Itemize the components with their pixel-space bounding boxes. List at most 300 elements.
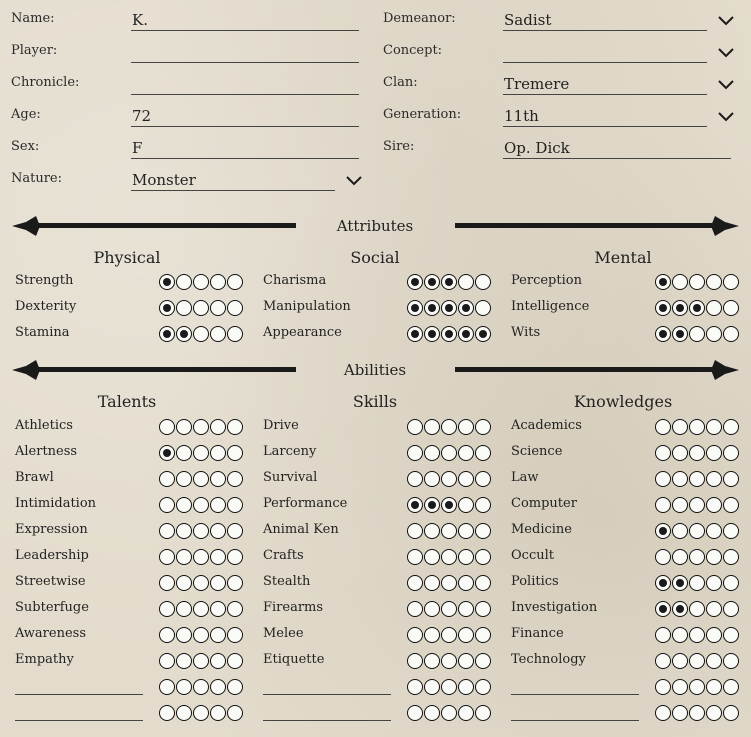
custom-trait-input[interactable] xyxy=(263,694,391,695)
trait-dot[interactable] xyxy=(210,497,226,513)
trait-dot[interactable] xyxy=(723,445,739,461)
trait-dot[interactable] xyxy=(227,705,243,721)
trait-dot[interactable] xyxy=(475,326,491,342)
trait-dot[interactable] xyxy=(706,705,722,721)
column-title: Mental xyxy=(594,248,652,267)
trait-dot[interactable] xyxy=(689,653,705,669)
trait-dots-rating xyxy=(407,653,491,669)
custom-trait-input[interactable] xyxy=(511,694,639,695)
trait-dot[interactable] xyxy=(689,300,705,316)
trait-dot[interactable] xyxy=(655,497,671,513)
trait-dot[interactable] xyxy=(458,274,474,290)
trait-dot[interactable] xyxy=(227,523,243,539)
trait-dot[interactable] xyxy=(655,575,671,591)
trait-dot[interactable] xyxy=(475,653,491,669)
trait-dot[interactable] xyxy=(723,326,739,342)
custom-trait-input[interactable] xyxy=(15,720,143,721)
trait-name: Drive xyxy=(263,418,299,433)
field-value-input[interactable]: Tremere xyxy=(503,73,707,95)
trait-dot[interactable] xyxy=(706,274,722,290)
trait-dot[interactable] xyxy=(424,419,440,435)
trait-dot[interactable] xyxy=(706,575,722,591)
trait-dot[interactable] xyxy=(176,549,192,565)
trait-dots-rating xyxy=(159,549,243,565)
trait-dots-rating xyxy=(655,497,739,513)
trait-dot[interactable] xyxy=(176,523,192,539)
trait-dot[interactable] xyxy=(458,653,474,669)
trait-dot[interactable] xyxy=(407,627,423,643)
trait-dot[interactable] xyxy=(672,653,688,669)
trait-dot[interactable] xyxy=(407,653,423,669)
trait-dot[interactable] xyxy=(475,274,491,290)
trait-dot[interactable] xyxy=(723,627,739,643)
trait-dot[interactable] xyxy=(475,627,491,643)
trait-dot[interactable] xyxy=(706,497,722,513)
trait-dot[interactable] xyxy=(176,419,192,435)
trait-dot[interactable] xyxy=(655,601,671,617)
trait-dots-rating xyxy=(655,419,739,435)
trait-dot[interactable] xyxy=(424,300,440,316)
field-value-input[interactable] xyxy=(503,41,707,63)
trait-dots-rating xyxy=(407,274,491,290)
trait-dot[interactable] xyxy=(159,326,175,342)
trait-dot[interactable] xyxy=(424,497,440,513)
trait-dots-rating xyxy=(655,471,739,487)
trait-dots-rating xyxy=(159,627,243,643)
attributes-divider-right xyxy=(455,213,739,239)
trait-dot[interactable] xyxy=(441,471,457,487)
trait-dot[interactable] xyxy=(723,679,739,695)
trait-dot[interactable] xyxy=(672,705,688,721)
trait-dot[interactable] xyxy=(689,679,705,695)
trait-dot[interactable] xyxy=(475,601,491,617)
field-value-input[interactable]: 11th xyxy=(503,105,707,127)
trait-dot[interactable] xyxy=(689,705,705,721)
trait-dot[interactable] xyxy=(441,627,457,643)
trait-dots-rating xyxy=(655,627,739,643)
field-value-input[interactable]: F xyxy=(131,137,359,159)
trait-dot[interactable] xyxy=(655,705,671,721)
trait-dot[interactable] xyxy=(655,445,671,461)
trait-dot[interactable] xyxy=(424,549,440,565)
trait-name: Law xyxy=(511,470,539,485)
trait-name: Appearance xyxy=(263,325,342,340)
trait-dots-rating xyxy=(159,326,243,342)
trait-dot[interactable] xyxy=(723,471,739,487)
trait-dot[interactable] xyxy=(458,549,474,565)
trait-dot[interactable] xyxy=(210,419,226,435)
trait-dot[interactable] xyxy=(655,471,671,487)
trait-dot[interactable] xyxy=(723,523,739,539)
trait-dot[interactable] xyxy=(475,523,491,539)
trait-dot[interactable] xyxy=(672,445,688,461)
trait-dot[interactable] xyxy=(210,471,226,487)
field-value-input[interactable]: 72 xyxy=(131,105,359,127)
trait-dots-rating xyxy=(159,497,243,513)
trait-dot[interactable] xyxy=(210,627,226,643)
abilities-divider-left xyxy=(12,357,296,383)
trait-dots-rating xyxy=(407,445,491,461)
trait-dot[interactable] xyxy=(159,419,175,435)
trait-name: Stamina xyxy=(15,325,70,340)
field-label: Concept: xyxy=(383,43,443,58)
trait-dot[interactable] xyxy=(227,601,243,617)
trait-dot[interactable] xyxy=(689,471,705,487)
trait-dot[interactable] xyxy=(458,679,474,695)
trait-dot[interactable] xyxy=(210,601,226,617)
trait-dot[interactable] xyxy=(407,575,423,591)
attributes-divider-left xyxy=(12,213,296,239)
trait-name: Crafts xyxy=(263,548,304,563)
trait-dot[interactable] xyxy=(193,679,209,695)
trait-dot[interactable] xyxy=(441,575,457,591)
trait-dot[interactable] xyxy=(193,705,209,721)
trait-dot[interactable] xyxy=(424,326,440,342)
trait-dot[interactable] xyxy=(723,601,739,617)
trait-dot[interactable] xyxy=(193,419,209,435)
trait-dots-rating xyxy=(655,549,739,565)
trait-dot[interactable] xyxy=(424,653,440,669)
trait-dot[interactable] xyxy=(159,679,175,695)
trait-dot[interactable] xyxy=(176,326,192,342)
field-value-input[interactable]: Op. Dick xyxy=(503,137,731,159)
trait-dot[interactable] xyxy=(475,445,491,461)
trait-name: Awareness xyxy=(15,626,86,641)
trait-dot[interactable] xyxy=(227,679,243,695)
trait-dot[interactable] xyxy=(227,497,243,513)
trait-dots-rating xyxy=(407,419,491,435)
trait-dot[interactable] xyxy=(672,549,688,565)
trait-dot[interactable] xyxy=(672,274,688,290)
custom-trait-input[interactable] xyxy=(263,720,391,721)
dropdown-chevron-down-icon[interactable] xyxy=(718,112,734,122)
trait-dot[interactable] xyxy=(176,497,192,513)
trait-dot[interactable] xyxy=(441,274,457,290)
trait-dot[interactable] xyxy=(689,419,705,435)
trait-dot[interactable] xyxy=(655,523,671,539)
dropdown-chevron-down-icon[interactable] xyxy=(718,48,734,58)
trait-dot[interactable] xyxy=(706,549,722,565)
trait-name: Perception xyxy=(511,273,582,288)
trait-dot[interactable] xyxy=(407,523,423,539)
trait-dot[interactable] xyxy=(458,575,474,591)
trait-dots-rating xyxy=(655,326,739,342)
trait-name: Technology xyxy=(511,652,586,667)
trait-dot[interactable] xyxy=(672,523,688,539)
field-value-input[interactable]: Monster xyxy=(131,169,335,191)
trait-dot[interactable] xyxy=(723,300,739,316)
trait-name: Etiquette xyxy=(263,652,325,667)
trait-dot[interactable] xyxy=(193,601,209,617)
column-title: Talents xyxy=(97,392,157,411)
field-label: Clan: xyxy=(383,75,418,90)
trait-dot[interactable] xyxy=(475,679,491,695)
trait-dot[interactable] xyxy=(227,471,243,487)
trait-dot[interactable] xyxy=(723,575,739,591)
trait-dot[interactable] xyxy=(407,471,423,487)
trait-dot[interactable] xyxy=(176,575,192,591)
trait-dot[interactable] xyxy=(672,575,688,591)
trait-dot[interactable] xyxy=(227,419,243,435)
trait-dots-rating xyxy=(407,601,491,617)
trait-dot[interactable] xyxy=(689,445,705,461)
trait-dot[interactable] xyxy=(672,326,688,342)
trait-dot[interactable] xyxy=(193,653,209,669)
trait-dot[interactable] xyxy=(210,705,226,721)
trait-dot[interactable] xyxy=(706,471,722,487)
trait-dot[interactable] xyxy=(424,679,440,695)
trait-dot[interactable] xyxy=(458,471,474,487)
trait-dot[interactable] xyxy=(706,326,722,342)
trait-dot[interactable] xyxy=(193,326,209,342)
trait-dot[interactable] xyxy=(689,326,705,342)
trait-dot[interactable] xyxy=(176,445,192,461)
trait-dot[interactable] xyxy=(407,601,423,617)
trait-dot[interactable] xyxy=(159,549,175,565)
trait-dot[interactable] xyxy=(407,445,423,461)
trait-dot[interactable] xyxy=(424,445,440,461)
trait-dot[interactable] xyxy=(706,445,722,461)
trait-dot[interactable] xyxy=(441,300,457,316)
trait-dot[interactable] xyxy=(424,471,440,487)
trait-dot[interactable] xyxy=(210,300,226,316)
trait-dot[interactable] xyxy=(672,419,688,435)
trait-dots-rating xyxy=(407,326,491,342)
trait-dot[interactable] xyxy=(227,627,243,643)
trait-dot[interactable] xyxy=(672,300,688,316)
trait-dot[interactable] xyxy=(176,627,192,643)
trait-dot[interactable] xyxy=(723,419,739,435)
trait-dots-rating xyxy=(159,575,243,591)
trait-dot[interactable] xyxy=(193,497,209,513)
trait-dot[interactable] xyxy=(458,601,474,617)
trait-dot[interactable] xyxy=(176,300,192,316)
trait-dot[interactable] xyxy=(424,705,440,721)
trait-dot[interactable] xyxy=(441,679,457,695)
trait-dot[interactable] xyxy=(441,326,457,342)
trait-dots-rating xyxy=(655,653,739,669)
trait-dot[interactable] xyxy=(407,705,423,721)
trait-dot[interactable] xyxy=(227,575,243,591)
trait-dot[interactable] xyxy=(227,549,243,565)
trait-dot[interactable] xyxy=(689,575,705,591)
trait-dot[interactable] xyxy=(706,300,722,316)
trait-dot[interactable] xyxy=(458,627,474,643)
trait-dot[interactable] xyxy=(458,705,474,721)
trait-dot[interactable] xyxy=(475,575,491,591)
trait-dot[interactable] xyxy=(441,601,457,617)
trait-dot[interactable] xyxy=(210,549,226,565)
trait-dot[interactable] xyxy=(176,653,192,669)
trait-dot[interactable] xyxy=(655,679,671,695)
dropdown-chevron-down-icon[interactable] xyxy=(718,80,734,90)
trait-dot[interactable] xyxy=(441,653,457,669)
trait-dot[interactable] xyxy=(159,497,175,513)
trait-dot[interactable] xyxy=(723,653,739,669)
trait-dot[interactable] xyxy=(407,549,423,565)
field-label: Generation: xyxy=(383,107,462,122)
trait-dot[interactable] xyxy=(655,419,671,435)
trait-dot[interactable] xyxy=(159,274,175,290)
trait-dot[interactable] xyxy=(159,705,175,721)
trait-dot[interactable] xyxy=(176,274,192,290)
trait-dot[interactable] xyxy=(458,497,474,513)
trait-dot[interactable] xyxy=(475,497,491,513)
trait-dot[interactable] xyxy=(407,326,423,342)
trait-dot[interactable] xyxy=(424,274,440,290)
trait-dot[interactable] xyxy=(193,627,209,643)
custom-trait-input[interactable] xyxy=(15,694,143,695)
trait-dot[interactable] xyxy=(723,497,739,513)
trait-dot[interactable] xyxy=(193,575,209,591)
trait-dot[interactable] xyxy=(159,653,175,669)
trait-dot[interactable] xyxy=(407,497,423,513)
trait-dot[interactable] xyxy=(441,445,457,461)
trait-dot[interactable] xyxy=(723,549,739,565)
trait-dot[interactable] xyxy=(210,445,226,461)
trait-dot[interactable] xyxy=(458,445,474,461)
trait-dot[interactable] xyxy=(159,601,175,617)
trait-dot[interactable] xyxy=(723,274,739,290)
trait-dot[interactable] xyxy=(227,326,243,342)
abilities-divider-right xyxy=(455,357,739,383)
trait-dot[interactable] xyxy=(706,523,722,539)
trait-dot[interactable] xyxy=(407,419,423,435)
trait-dot[interactable] xyxy=(475,549,491,565)
abilities-title: Abilities xyxy=(343,361,407,379)
trait-dot[interactable] xyxy=(672,471,688,487)
trait-dot[interactable] xyxy=(441,497,457,513)
trait-dot[interactable] xyxy=(458,300,474,316)
trait-name: Melee xyxy=(263,626,304,641)
column-title: Skills xyxy=(352,392,398,411)
dropdown-chevron-down-icon[interactable] xyxy=(718,16,734,26)
trait-dot[interactable] xyxy=(159,627,175,643)
trait-dot[interactable] xyxy=(458,523,474,539)
custom-trait-input[interactable] xyxy=(511,720,639,721)
trait-dot[interactable] xyxy=(176,471,192,487)
trait-name: Empathy xyxy=(15,652,74,667)
trait-dot[interactable] xyxy=(193,445,209,461)
trait-dot[interactable] xyxy=(689,627,705,643)
trait-name: Alertness xyxy=(15,444,78,459)
field-value-input[interactable]: Sadist xyxy=(503,9,707,31)
trait-dot[interactable] xyxy=(210,326,226,342)
trait-dot[interactable] xyxy=(227,300,243,316)
field-value-input[interactable] xyxy=(131,41,359,63)
trait-name: Finance xyxy=(511,626,564,641)
trait-name: Medicine xyxy=(511,522,572,537)
trait-dot[interactable] xyxy=(193,523,209,539)
field-label: Sire: xyxy=(383,139,415,154)
trait-dot[interactable] xyxy=(672,497,688,513)
trait-name: Survival xyxy=(263,470,318,485)
trait-dot[interactable] xyxy=(655,549,671,565)
trait-dot[interactable] xyxy=(723,705,739,721)
trait-dot[interactable] xyxy=(210,523,226,539)
trait-dot[interactable] xyxy=(441,705,457,721)
trait-dot[interactable] xyxy=(159,471,175,487)
trait-dot[interactable] xyxy=(689,601,705,617)
trait-dot[interactable] xyxy=(475,705,491,721)
trait-dot[interactable] xyxy=(689,549,705,565)
nature-dropdown-chevron-down-icon[interactable] xyxy=(346,176,362,186)
trait-dot[interactable] xyxy=(672,601,688,617)
trait-dot[interactable] xyxy=(655,653,671,669)
trait-dot[interactable] xyxy=(424,601,440,617)
trait-dot[interactable] xyxy=(458,326,474,342)
trait-dot[interactable] xyxy=(655,326,671,342)
trait-dot[interactable] xyxy=(176,601,192,617)
trait-dot[interactable] xyxy=(655,300,671,316)
trait-dots-rating xyxy=(407,300,491,316)
trait-dot[interactable] xyxy=(655,627,671,643)
trait-dot[interactable] xyxy=(655,274,671,290)
trait-dot[interactable] xyxy=(689,497,705,513)
trait-dot[interactable] xyxy=(407,679,423,695)
trait-dot[interactable] xyxy=(672,679,688,695)
trait-dot[interactable] xyxy=(441,549,457,565)
trait-dot[interactable] xyxy=(159,523,175,539)
column-title: Social xyxy=(350,248,400,267)
trait-dot[interactable] xyxy=(689,274,705,290)
trait-dot[interactable] xyxy=(193,300,209,316)
trait-dot[interactable] xyxy=(159,445,175,461)
trait-dot[interactable] xyxy=(441,419,457,435)
trait-dot[interactable] xyxy=(706,679,722,695)
trait-dot[interactable] xyxy=(706,627,722,643)
trait-dot[interactable] xyxy=(193,471,209,487)
trait-dot[interactable] xyxy=(689,523,705,539)
trait-dot[interactable] xyxy=(159,300,175,316)
trait-dot[interactable] xyxy=(672,627,688,643)
trait-dot[interactable] xyxy=(424,523,440,539)
trait-dot[interactable] xyxy=(176,705,192,721)
trait-dot[interactable] xyxy=(227,653,243,669)
trait-dots-rating xyxy=(655,601,739,617)
field-value-input[interactable] xyxy=(131,73,359,95)
trait-dot[interactable] xyxy=(227,445,243,461)
trait-dot[interactable] xyxy=(475,471,491,487)
trait-dot[interactable] xyxy=(706,601,722,617)
trait-dot[interactable] xyxy=(424,627,440,643)
trait-dot[interactable] xyxy=(407,274,423,290)
trait-dots-rating xyxy=(407,523,491,539)
trait-name: Intelligence xyxy=(511,299,590,314)
trait-dot[interactable] xyxy=(458,419,474,435)
trait-dot[interactable] xyxy=(407,300,423,316)
field-value-input[interactable]: K. xyxy=(131,9,359,31)
trait-dot[interactable] xyxy=(176,679,192,695)
trait-dot[interactable] xyxy=(193,274,209,290)
trait-dot[interactable] xyxy=(424,575,440,591)
trait-dot[interactable] xyxy=(227,274,243,290)
trait-dot[interactable] xyxy=(475,300,491,316)
trait-dot[interactable] xyxy=(210,274,226,290)
trait-dot[interactable] xyxy=(210,679,226,695)
trait-dot[interactable] xyxy=(193,549,209,565)
trait-dot[interactable] xyxy=(441,523,457,539)
trait-dot[interactable] xyxy=(159,575,175,591)
trait-dot[interactable] xyxy=(210,575,226,591)
field-label: Name: xyxy=(11,11,55,26)
trait-dot[interactable] xyxy=(475,419,491,435)
trait-dot[interactable] xyxy=(706,419,722,435)
trait-name: Larceny xyxy=(263,444,317,459)
trait-dot[interactable] xyxy=(210,653,226,669)
trait-name: Stealth xyxy=(263,574,311,589)
trait-dot[interactable] xyxy=(706,653,722,669)
